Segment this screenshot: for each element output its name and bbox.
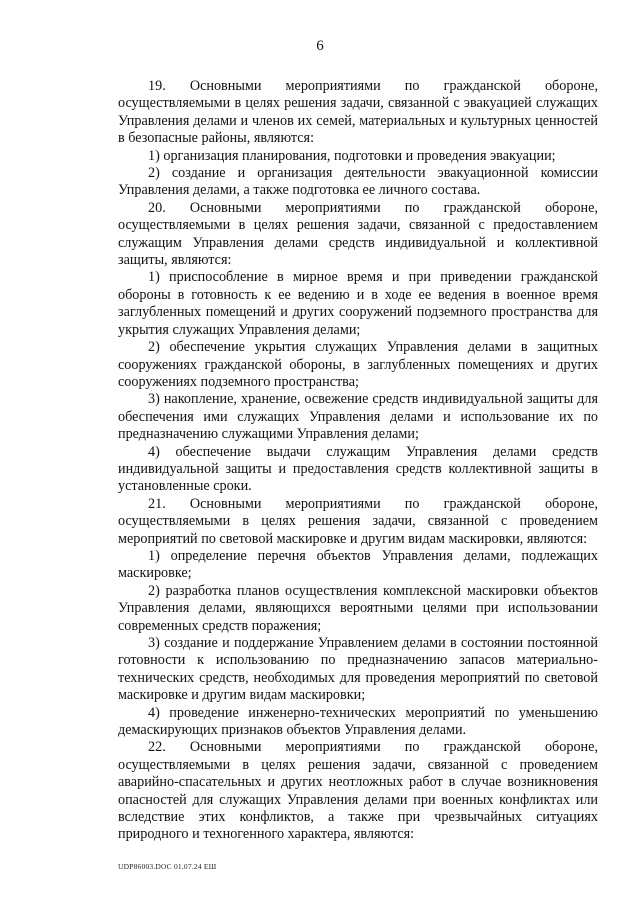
paragraph-20-item-2: 2) обеспечение укрытия служащих Управления делами в защитных сооружениях гражданской обороны, в заглубленных помещениях и других сооружениях подземного пространства; — [118, 339, 598, 390]
paragraph-19-item-2: 2) создание и организация деятельности эвакуационной комиссии Управления делами, а также подготовка ее личного состава. — [118, 165, 598, 199]
paragraph-20-item-3: 3) накопление, хранение, освежение средств индивидуальной защиты для обеспечения ими служащих Управления делами и использование их по предназначению служащими Управления делами; — [118, 391, 598, 443]
paragraph-20-item-1: 1) приспособление в мирное время и при приведении гражданской обороны в готовность к ее ведению и в ходе ее ведения в военное время заглубленных помещений и других сооружений подземного пространства для укрытия служащих Управления делами; — [118, 269, 598, 338]
paragraph-21-item-1: 1) определение перечня объектов Управления делами, подлежащих маскировке; — [118, 547, 598, 582]
paragraph-20-item-4: 4) обеспечение выдачи служащим Управления делами средств индивидуальной защиты и предоставления средств коллективной защиты в установленные сроки. — [118, 443, 598, 495]
paragraph-22: 22. Основными мероприятиями по гражданской обороне, осуществляемыми в целях решения задачи, связанной с проведением аварийно-спасательных и других неотложных работ в случае возникновения опасностей для служащих Управления делами при военных конфликтах или вследствие этих конфликтов, а также при чрезвычайных ситуациях природного и техногенного характера, являются: — [118, 739, 598, 843]
document-body — [118, 78, 598, 844]
document-footer-code: UDP86003.DOC 01.07.24 EШ — [118, 862, 217, 871]
paragraph-19-item-1: 1) организация планирования, подготовки и проведения эвакуации; — [148, 147, 556, 164]
paragraph-21: 21. Основными мероприятиями по гражданской обороне, осуществляемыми в целях решения задачи, связанной с проведением мероприятий по световой маскировке и другим видам маскировки, являются: — [118, 495, 598, 547]
paragraph-21-item-3: 3) создание и поддержание Управлением делами в состоянии постоянной готовности к использованию по предназначению запасов материально-технических средств, необходимых для проведения мероприятий по световой маскировке и другим видам маскировки; — [118, 635, 598, 704]
paragraph-19: 19. Основными мероприятиями по гражданской обороне, осуществляемыми в целях решения задачи, связанной с эвакуацией служащих Управления делами и членов их семей, материальных и культурных ценностей в безопасные районы, являются: — [118, 78, 598, 147]
page-number: 6 — [316, 38, 324, 54]
paragraph-20: 20. Основными мероприятиями по гражданской обороне, осуществляемыми в целях решения задачи, связанной с предоставлением служащим Управления делами средств индивидуальной и коллективной защиты, являются: — [118, 199, 598, 269]
paragraph-21-item-4: 4) проведение инженерно-технических мероприятий по уменьшению демаскирующих признаков объектов Управления делами. — [118, 704, 598, 739]
paragraph-21-item-2: 2) разработка планов осуществления комплексной маскировки объектов Управления делами, являющихся вероятными целями при использовании современных средств поражения; — [118, 582, 598, 634]
